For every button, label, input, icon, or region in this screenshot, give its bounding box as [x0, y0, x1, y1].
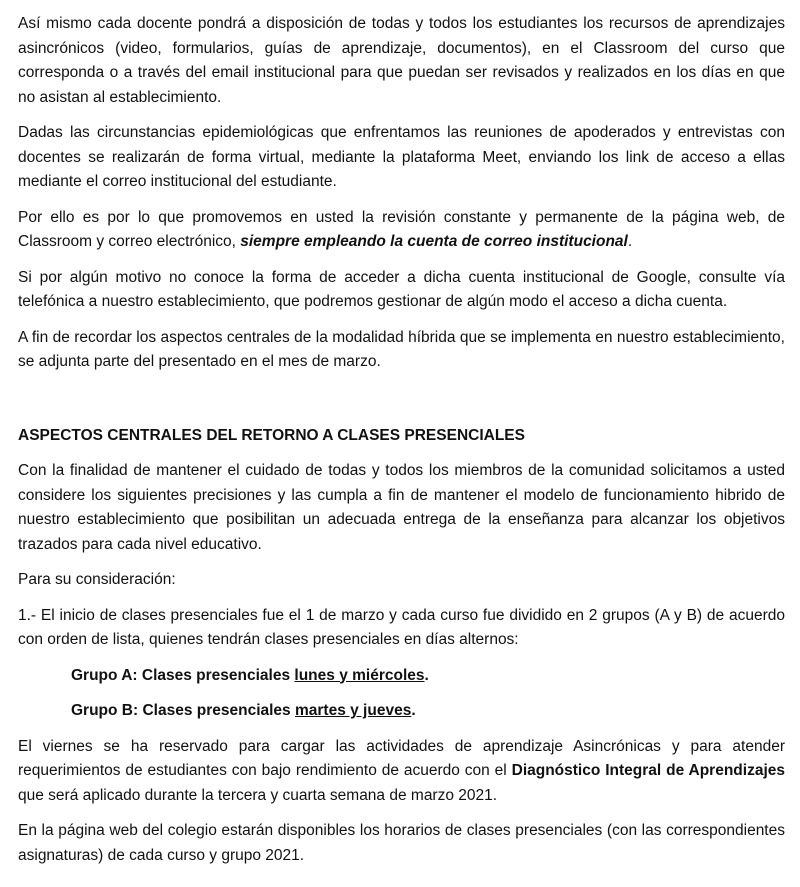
paragraph-asynchronous-resources: Así mismo cada docente pondrá a disposición de todas y todos los estudiantes los recursos de aprendizajes asincrónicos (video, formularios, guías de aprendizaje, documentos), en el Classroom del curso que corresponda o a través del email institucional para que puedan ser revisados y realizados en los días en que no asistan al establecimiento.	[18, 15, 785, 106]
diagnostic-emphasis: Diagnóstico Integral de Aprendizajes	[511, 762, 785, 779]
paragraph-hybrid-reminder: A fin de recordar los aspectos centrales de la modalidad híbrida que se implementa en nuestro establecimiento, se adjunta parte del presentado en el mes de marzo.	[18, 328, 785, 370]
paragraph-friday	[18, 735, 785, 809]
friday-text: El viernes se ha reservado para cargar las actividades de aprendizaje Asincrónicas y para atender requerimientos de estudiantes con bajo rendimiento de acuerdo con el	[18, 737, 785, 779]
document-page	[18, 12, 785, 879]
group-a-days: lunes y miércoles	[294, 666, 425, 684]
group-b-period: .	[411, 702, 416, 719]
group-a-period: .	[424, 666, 429, 684]
friday-end: que será aplicado durante la tercera y cuarta semana de marzo 2021.	[18, 786, 498, 804]
group-b-days: martes y jueves	[294, 702, 412, 719]
section-spacer	[18, 386, 785, 424]
review-text: Por ello es por lo que promovemos en usted la revisión constante y permanente de la página web, de Classroom y correo electrónico,	[18, 208, 785, 250]
group-a-label: Grupo A: Clases presenciales	[71, 666, 295, 684]
group-b-label: Grupo B: Clases presenciales	[71, 702, 295, 719]
group-a-schedule	[71, 664, 785, 689]
review-period: .	[627, 233, 633, 250]
section-heading: ASPECTOS CENTRALES DEL RETORNO A CLASES PRESENCIALES	[18, 426, 525, 444]
paragraph-review-platforms	[18, 206, 785, 255]
group-b-schedule	[71, 699, 785, 724]
paragraph-schedules: En la página web del colegio estarán disponibles los horarios de clases presenciales (con las correspondientes asignaturas) de cada curso y grupo 2021.	[18, 822, 785, 864]
paragraph-account-access: Si por algún motivo no conoce la forma de acceder a dicha cuenta institucional de Google, consulte vía telefónica a nuestro establecimiento, que podremos gestionar de algún modo el acceso a dicha cuenta.	[18, 268, 785, 310]
paragraph-class-start: 1.- El inicio de clases presenciales fue el 1 de marzo y cada curso fue dividido en 2 grupos (A y B) de acuerdo con orden de lista, quienes tendrán clases presenciales en días alternos:	[18, 606, 785, 648]
paragraph-community-care: Con la finalidad de mantener el cuidado de todas y todos los miembros de la comunidad solicitamos a usted considere los siguientes precisiones y las cumpla a fin de mantener el modelo de funcionamiento hibrido de nuestro establecimiento que posibilitan un adecuada entrega de la enseñanza para alcanzar los objetivos trazados para cada nivel educativo.	[18, 462, 785, 553]
institutional-email-emphasis: siempre empleando la cuenta de correo institucional	[240, 233, 628, 250]
paragraph-virtual-meetings: Dadas las circunstancias epidemiológicas que enfrentamos las reuniones de apoderados y entrevistas con docentes se realizarán de forma virtual, mediante la plataforma Meet, enviando los link de acceso a ellas mediante el correo institucional del estudiante.	[18, 124, 785, 190]
paragraph-consideration: Para su consideración:	[18, 571, 176, 588]
